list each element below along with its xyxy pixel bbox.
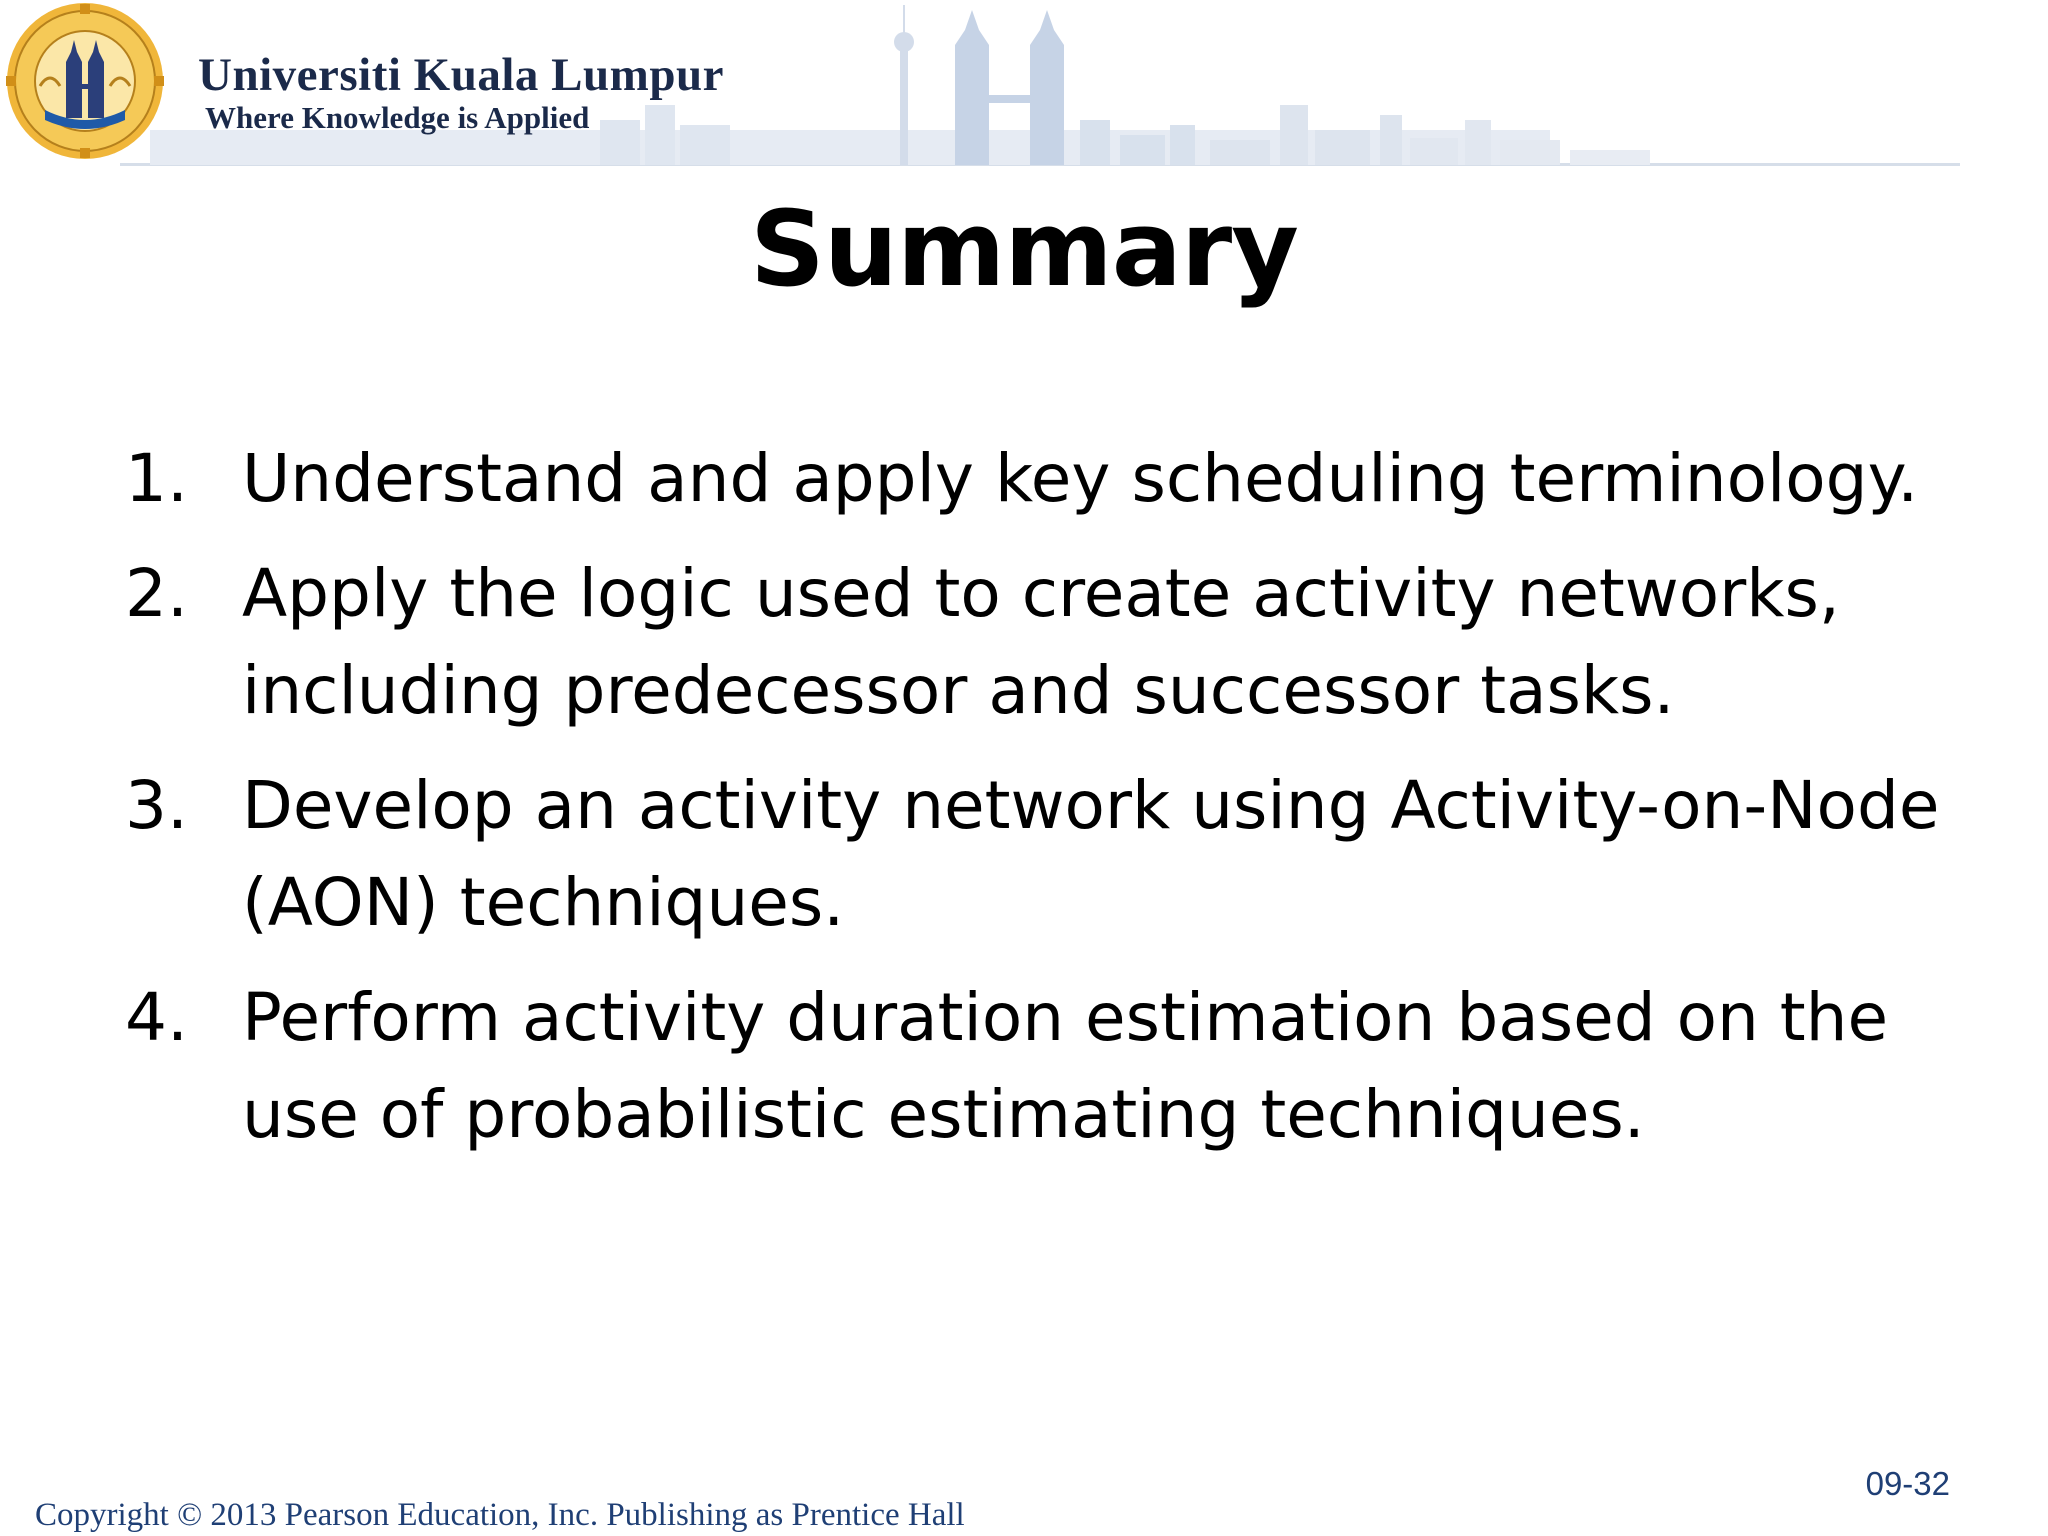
institution-tagline: Where Knowledge is Applied (205, 100, 590, 135)
item-text: Understand and apply key scheduling terminology. (242, 440, 1919, 517)
item-text: Perform activity duration estimation based on the use of probabilistic estimating techniques. (242, 979, 1889, 1153)
list-item (125, 545, 1985, 739)
institution-name: Universiti Kuala Lumpur (198, 49, 724, 101)
copyright-notice: Copyright © 2013 Pearson Education, Inc. Publishing as Prentice Hall (35, 1497, 965, 1533)
item-text: Apply the logic used to create activity networks, including predecessor and successor tasks. (242, 555, 1840, 729)
list-item (125, 430, 1985, 527)
item-number: 3. (125, 767, 188, 844)
list-item (125, 969, 1985, 1163)
slide-title: Summary (750, 188, 1298, 310)
list-item (125, 757, 1985, 951)
unikl-crest-icon (0, 0, 170, 162)
header-banner (0, 0, 1960, 180)
item-number: 2. (125, 555, 188, 632)
item-text: Develop an activity network using Activity-on-Node (AON) techniques. (242, 767, 1940, 941)
objectives-list (125, 430, 1985, 1181)
item-number: 4. (125, 979, 188, 1056)
slide-number: 09-32 (1865, 1465, 1950, 1502)
item-number: 1. (125, 440, 188, 517)
